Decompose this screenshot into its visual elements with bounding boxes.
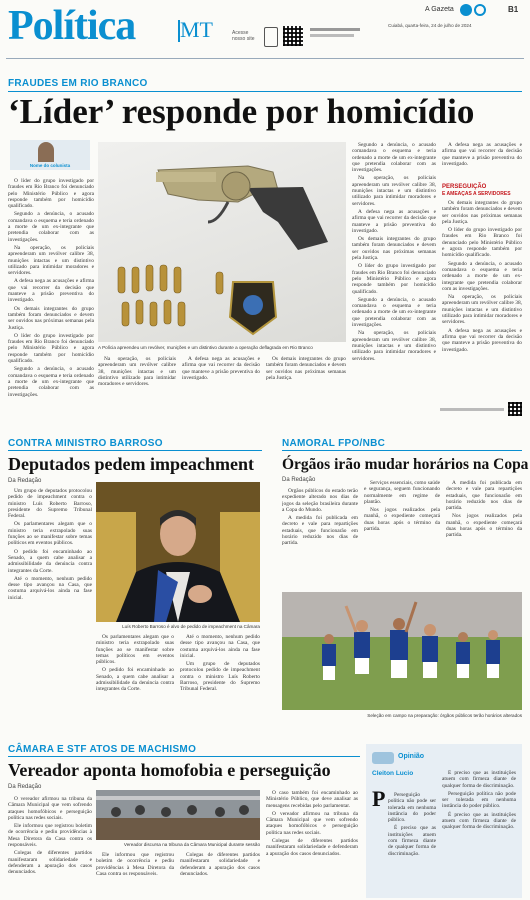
- story4-column-3: [180, 852, 260, 898]
- story4-photo[interactable]: [96, 790, 260, 840]
- paragraph: Colegas de diferentes partidos manifestaram solidariedade e defenderam a apuração dos casos denunciados.: [180, 852, 260, 877]
- paragraph: A defesa nega as acusações e afirma que vai recorrer da decisão que manteve a prisão preventiva do investigado.: [442, 142, 522, 167]
- columnist-badge: [10, 140, 90, 170]
- story2-column-3: [180, 634, 260, 698]
- paragraph: Segundo a denúncia, o acusado comandava o esquema e teria ordenado a morte de um ex-integrante que pretendia colaborar com as investigações.: [442, 260, 522, 292]
- story2-photo-caption: Luís Roberto Barroso é alvo de pedido de impeachment na Câmara: [122, 624, 260, 629]
- story4-column-2: [96, 852, 174, 898]
- highlight-sub: E AMEAÇAS A SERVIDORES: [442, 191, 511, 197]
- paragraph: Perseguição política não pode ser tolerada em nenhuma instância do poder público.: [442, 790, 516, 810]
- paragraph: Colegas de diferentes partidos manifestaram solidariedade e defenderam a apuração dos casos denunciados.: [8, 850, 92, 876]
- logo-icon: [460, 4, 472, 16]
- paragraph: Na operação, os policiais apreenderam um revólver calibre 38, munições intactas e um distintivo utilizado para intimidar moradores e servidores.: [98, 356, 176, 388]
- story1-photo-caption: A Polícia apreendeu um revólver, munições e um distintivo durante a operação deflagrada em Rio Branco: [98, 345, 313, 350]
- story2-photo[interactable]: [96, 482, 260, 622]
- story4-column-1: [8, 796, 92, 896]
- header-note-line: [310, 34, 354, 37]
- paragraph: A medida foi publicada em decreto e vale para repartições estaduais, que funcionarão em horário reduzido nos dias de partida.: [282, 515, 358, 547]
- opinion-author: Cleiton Lucio: [372, 770, 414, 777]
- story1-column-6: [442, 142, 522, 180]
- paragraph: Perseguição política não pode ser tolerada em nenhuma instância do poder público.: [388, 792, 436, 824]
- story1-qr-code[interactable]: [508, 402, 522, 416]
- paragraph: O vereador afirmou na tribuna da Câmara Municipal que vem sofrendo ataques homofóbicos e perseguição política nas redes sociais.: [266, 810, 358, 836]
- story2-byline: Da Redação: [8, 478, 42, 484]
- paragraph: Serviços essenciais, como saúde e segurança, seguem funcionando normalmente em regime de plantão.: [364, 480, 440, 505]
- drop-cap: P: [372, 786, 386, 811]
- story2-column-1: [8, 488, 92, 648]
- paragraph: Na operação, os policiais apreenderam um revólver calibre 38, munições intactas e um distintivo utilizado para intimidar moradores e servidores.: [442, 294, 522, 326]
- paragraph: Nos jogos realizados pela manhã, o expediente começará duas horas após o término da partida.: [446, 513, 522, 539]
- story3-photo-caption: Seleção em campo na preparação: órgãos públicos terão horários alterados: [367, 713, 522, 718]
- paragraph: Os demais integrantes do grupo também foram denunciados e devem ser ouvidos nas próximas semanas pela Justiça.: [352, 236, 436, 262]
- paragraph: Os parlamentares alegam que o ministro teria extrapolado suas funções ao se manifestar sobre temas políticos em eventos públicos.: [96, 634, 174, 666]
- paragraph: O pedido foi encaminhado ao Senado, a quem cabe analisar a admissibilidade da denúncia contra integrantes da Corte.: [8, 548, 92, 574]
- qr-label: Acesse nosso site: [232, 30, 255, 42]
- section-title: Política: [8, 3, 136, 49]
- paragraph: É preciso que as instituições atuem com firmeza diante de qualquer forma de discriminação.: [442, 770, 516, 789]
- story4-column-4: [266, 790, 358, 898]
- chamber-photo: [96, 790, 260, 840]
- paragraph: Nos jogos realizados pela manhã, o expediente começará duas horas após o término da partida.: [364, 507, 440, 533]
- paragraph: O líder do grupo investigado por fraudes em Rio Branco foi denunciado pelo Ministério Público e agora responde também por homicídio qualificado.: [8, 178, 94, 210]
- story3-photo[interactable]: [282, 592, 522, 710]
- story3-column-2: [364, 480, 440, 588]
- paragraph: Um grupo de deputados protocolou pedido de impeachment contra o ministro Luís Roberto Barroso, presidente do Supremo Tribunal Federal.: [8, 488, 92, 520]
- story1-column-7: [442, 200, 522, 396]
- story1-column-1: [8, 178, 94, 398]
- minister-photo: [96, 482, 260, 622]
- paragraph: Um grupo de deputados protocolou pedido de impeachment contra o ministro Luís Roberto Barroso, presidente do Supremo Tribunal Federal.: [180, 661, 260, 693]
- paragraph: Até o momento, nenhum pedido desse tipo avançou na Casa, que costuma arquivá-los ainda na fase inicial.: [8, 575, 92, 601]
- edition-date: Cuiabá, quarta-feira, 24 de julho de 2024: [388, 23, 472, 28]
- revolver-photo: [98, 142, 346, 342]
- paragraph: A medida foi publicada em decreto e vale para repartições estaduais, que funcionarão em horário reduzido nos dias de partida.: [446, 480, 522, 512]
- opinion-label: Opinião: [398, 753, 425, 760]
- paragraph: O líder do grupo investigado por fraudes em Rio Branco foi denunciado pelo Ministério Público e agora responde também por homicídio qualificado.: [8, 332, 94, 365]
- paragraph: É preciso que as instituições atuem com firmeza diante de qualquer forma de discriminação.: [388, 825, 436, 857]
- paragraph: Os parlamentares alegam que o ministro teria extrapolado suas funções ao se manifestar sobre temas políticos em eventos públicos.: [8, 521, 92, 547]
- story3-headline[interactable]: Órgãos irão mudar horários na Copa: [282, 456, 529, 473]
- paragraph: O caso também foi encaminhado ao Ministério Público, que deve analisar as mensagens recebidas pelo parlamentar.: [266, 790, 358, 809]
- logo-ring-icon: [474, 4, 486, 16]
- story1-kicker: FRAUDES EM RIO BRANCO: [8, 78, 148, 89]
- story1-column-3: [182, 356, 260, 404]
- paragraph: Segundo a denúncia, o acusado comandava o esquema e teria ordenado a morte de um ex-integrante que pretendia colaborar com as investigações.: [352, 142, 436, 174]
- story1-column-4: [266, 356, 346, 404]
- story1-column-2: [98, 356, 176, 404]
- story2-headline[interactable]: Deputados pedem impeachment: [8, 454, 254, 474]
- paragraph: Na operação, os policiais apreenderam um revólver calibre 38, munições intactas e um distintivo utilizado para intimidar moradores e servidores.: [352, 175, 436, 207]
- story4-byline: Da Redação: [8, 784, 42, 790]
- story3-byline: Da Redação: [282, 477, 316, 483]
- paragraph: É preciso que as instituições atuem com firmeza diante de qualquer forma de discriminação.: [442, 811, 516, 831]
- paragraph: Órgãos públicos do estado terão expediente alterado nos dias de jogos da seleção brasileira durante a Copa do Mundo.: [282, 488, 358, 513]
- paragraph: O pedido foi encaminhado ao Senado, a quem cabe analisar a admissibilidade da denúncia contra integrantes da Corte.: [96, 667, 174, 693]
- story1-headline[interactable]: ‘Líder’ responde por homicídio: [8, 92, 475, 131]
- team-photo: [282, 592, 522, 710]
- phone-icon: [264, 27, 278, 47]
- story4-rule: [8, 756, 360, 757]
- story2-rule: [8, 450, 262, 451]
- opinion-column-1: [388, 792, 436, 892]
- opinion-box: [366, 744, 522, 898]
- paragraph: Ele informou que registrou boletim de ocorrência e pediu providências à Mesa Diretora da Casa contra os responsáveis.: [8, 823, 92, 849]
- paragraph: A defesa nega as acusações e afirma que vai recorrer da decisão que manteve a prisão preventiva do investigado.: [182, 356, 260, 381]
- story3-column-3: [446, 480, 522, 588]
- section-region: MT: [180, 17, 213, 42]
- story3-column-1: [282, 488, 358, 588]
- story2-kicker: CONTRA MINISTRO BARROSO: [8, 438, 163, 449]
- paragraph: Os demais integrantes do grupo também foram denunciados e devem ser ouvidos nas próximas semanas pela Justiça.: [8, 305, 94, 331]
- paragraph: Segundo a denúncia, o acusado comandava o esquema e teria ordenado a morte de um ex-integrante que pretendia colaborar com as investigações.: [8, 366, 94, 398]
- paragraph: Os demais integrantes do grupo também foram denunciados e devem ser ouvidos nas próximas semanas pela Justiça.: [442, 200, 522, 225]
- paragraph: O vereador afirmou na tribuna da Câmara Municipal que vem sofrendo ataques homofóbicos e perseguição política nas redes sociais.: [8, 796, 92, 821]
- paragraph: O líder do grupo investigado por fraudes em Rio Branco foi denunciado pelo Ministério Público e agora responde também por homicídio qualificado.: [442, 227, 522, 259]
- story1-photo[interactable]: [98, 142, 346, 342]
- story2-column-2: [96, 634, 174, 698]
- brand-name: A Gazeta: [425, 6, 454, 13]
- qr-code[interactable]: [283, 26, 303, 46]
- story4-headline[interactable]: Vereador aponta homofobia e perseguição: [8, 760, 331, 780]
- highlight-label: PERSEGUIÇÃO: [442, 184, 487, 190]
- paragraph: Segundo a denúncia, o acusado comandava o esquema e teria ordenado a morte de um ex-integrante que pretendia colaborar com as investigações.: [352, 296, 436, 329]
- story3-rule: [282, 450, 522, 451]
- story4-kicker: CÂMARA E STF ATOS DE MACHISMO: [8, 744, 197, 755]
- paragraph: Ele informou que registrou boletim de ocorrência e pediu providências à Mesa Diretora da Casa contra os responsáveis.: [96, 852, 174, 877]
- paragraph: Segundo a denúncia, o acusado comandava o esquema e teria ordenado a morte de um ex-integrante que pretendia colaborar com as investigações.: [8, 211, 94, 243]
- paragraph: Na operação, os policiais apreenderam um revólver calibre 38, munições intactas e um distintivo utilizado para intimidar moradores e servidores.: [8, 244, 94, 277]
- paragraph: A defesa nega as acusações e afirma que vai recorrer da decisão que manteve a prisão preventiva do investigado.: [442, 327, 522, 353]
- opinion-logo-icon: [372, 752, 394, 764]
- paragraph: O líder do grupo investigado por fraudes em Rio Branco foi denunciado pelo Ministério Público e agora responde também por homicídio qualificado.: [352, 263, 436, 295]
- paragraph: Os demais integrantes do grupo também foram denunciados e devem ser ouvidos nas próximas semanas pela Justiça.: [266, 356, 346, 381]
- story1-column-5: [352, 142, 436, 404]
- paragraph: Na operação, os policiais apreenderam um revólver calibre 38, munições intactas e um distintivo utilizado para intimidar moradores e servidores.: [352, 330, 436, 362]
- paragraph: Até o momento, nenhum pedido desse tipo avançou na Casa, que costuma arquivá-los ainda na fase inicial.: [180, 634, 260, 659]
- page-number: B1: [508, 5, 519, 14]
- avatar: [38, 142, 54, 162]
- paragraph: Colegas de diferentes partidos manifestaram solidariedade e defenderam a apuração dos casos denunciados.: [266, 838, 358, 857]
- columnist-label: Nome do colunista: [29, 163, 71, 168]
- opinion-column-2: [442, 770, 516, 892]
- story3-kicker: NAMORAL FPO/NBC: [282, 438, 386, 449]
- story4-photo-caption: Vereador discursa na tribuna da Câmara Municipal durante sessão: [123, 842, 260, 847]
- paragraph: A defesa nega as acusações e afirma que vai recorrer da decisão que manteve a prisão preventiva do investigado.: [352, 208, 436, 234]
- header-rule: [6, 58, 524, 59]
- qr-note-line: [440, 408, 504, 411]
- header-note-line: [310, 28, 360, 31]
- paragraph: A defesa nega as acusações e afirma que vai recorrer da decisão que manteve a prisão preventiva do investigado.: [8, 278, 94, 304]
